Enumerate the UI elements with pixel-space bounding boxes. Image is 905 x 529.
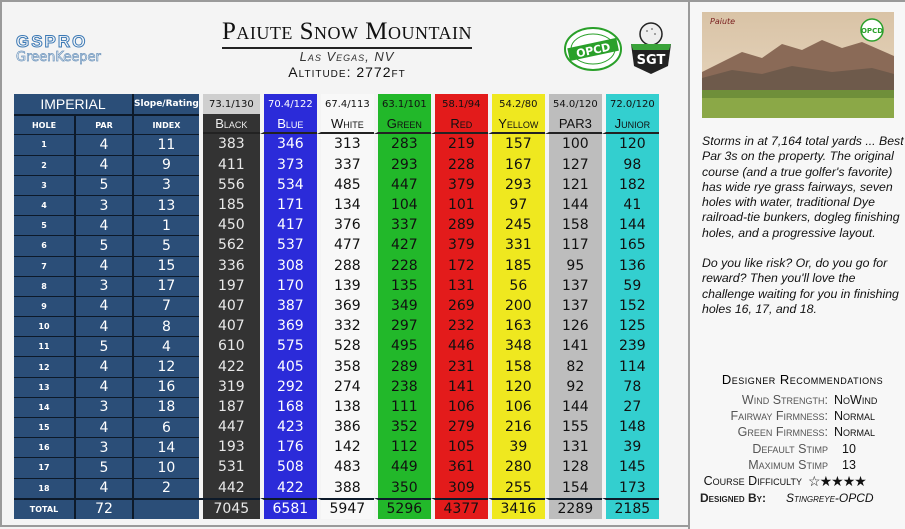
hole-row bbox=[14, 457, 659, 477]
hole-par: 4 bbox=[74, 377, 132, 397]
hole-row bbox=[14, 155, 659, 175]
yardage-cell: 112 bbox=[374, 437, 431, 457]
yardage-cell: 369 bbox=[260, 316, 317, 336]
hole-index: 12 bbox=[132, 356, 199, 376]
hole-index: 8 bbox=[132, 316, 199, 336]
yardage-cell: 575 bbox=[260, 336, 317, 356]
hole-hole: 2 bbox=[14, 155, 74, 175]
yardage-cell: 610 bbox=[203, 336, 260, 356]
hole-hole: 11 bbox=[14, 336, 74, 356]
stimp-label: Default Stimp bbox=[752, 441, 828, 456]
course-photo bbox=[702, 12, 894, 118]
stimp-row bbox=[700, 441, 905, 457]
yardage-cell: 358 bbox=[317, 356, 374, 376]
yardage-cell: 447 bbox=[374, 175, 431, 195]
hole-row bbox=[14, 134, 659, 154]
yardage-cell: 309 bbox=[431, 478, 488, 498]
yardage-cell: 168 bbox=[260, 397, 317, 417]
yardage-cell: 125 bbox=[602, 316, 659, 336]
difficulty-row bbox=[700, 473, 905, 489]
column-header-par: PAR bbox=[74, 114, 132, 134]
star-icon: ★ bbox=[831, 472, 843, 489]
yardage-cell: 101 bbox=[431, 195, 488, 215]
hole-index: 6 bbox=[132, 417, 199, 437]
hole-par: 4 bbox=[74, 356, 132, 376]
hole-hole: 12 bbox=[14, 356, 74, 376]
yardage-cell: 232 bbox=[431, 316, 488, 336]
yardage-cell: 562 bbox=[203, 235, 260, 255]
course-description bbox=[702, 134, 904, 332]
yardage-cell: 78 bbox=[602, 377, 659, 397]
wind-label: Wind Strength: bbox=[741, 393, 828, 407]
yardage-cell: 297 bbox=[374, 316, 431, 336]
hole-index: 15 bbox=[132, 256, 199, 276]
yardage-cell: 39 bbox=[602, 437, 659, 457]
yardage-cell: 165 bbox=[602, 235, 659, 255]
header-row bbox=[14, 114, 659, 134]
sgt-badge-icon bbox=[628, 20, 674, 76]
tee-total: 5947 bbox=[317, 498, 374, 519]
wind-value: NoWind bbox=[834, 393, 878, 407]
hole-par: 4 bbox=[74, 134, 132, 154]
yardage-cell: 127 bbox=[545, 155, 602, 175]
opcd-badge-icon bbox=[562, 26, 624, 72]
yardage-cell: 137 bbox=[545, 276, 602, 296]
hole-index: 16 bbox=[132, 377, 199, 397]
yardage-cell: 308 bbox=[260, 256, 317, 276]
yardage-cell: 137 bbox=[545, 296, 602, 316]
hole-hole: 18 bbox=[14, 478, 74, 498]
hole-index: 4 bbox=[132, 336, 199, 356]
yardage-cell: 144 bbox=[545, 397, 602, 417]
yardage-cell: 155 bbox=[545, 417, 602, 437]
yardage-cell: 219 bbox=[431, 134, 488, 154]
tee-total: 3416 bbox=[488, 498, 545, 519]
tee-rating: 54.2/80 bbox=[488, 94, 545, 114]
unit-label: IMPERIAL bbox=[14, 94, 132, 114]
tee-name: White bbox=[317, 114, 374, 134]
tee-rating: 54.0/120 bbox=[545, 94, 602, 114]
hole-hole: 5 bbox=[14, 215, 74, 235]
yardage-cell: 280 bbox=[488, 457, 545, 477]
tee-total: 6581 bbox=[260, 498, 317, 519]
yardage-cell: 148 bbox=[602, 417, 659, 437]
yardage-cell: 348 bbox=[488, 336, 545, 356]
yardage-cell: 141 bbox=[545, 336, 602, 356]
brand-line2: GreenKeeper bbox=[16, 50, 101, 65]
tee-name: Junior bbox=[602, 114, 659, 134]
hole-index: 7 bbox=[132, 296, 199, 316]
yardage-cell: 141 bbox=[431, 377, 488, 397]
hole-row bbox=[14, 316, 659, 336]
tee-rating: 73.1/130 bbox=[203, 94, 260, 114]
yardage-cell: 289 bbox=[431, 215, 488, 235]
yardage-cell: 111 bbox=[374, 397, 431, 417]
yardage-cell: 255 bbox=[488, 478, 545, 498]
yardage-cell: 172 bbox=[431, 256, 488, 276]
hole-par: 5 bbox=[74, 457, 132, 477]
hole-hole: 4 bbox=[14, 195, 74, 215]
hole-par: 4 bbox=[74, 256, 132, 276]
hole-par: 5 bbox=[74, 175, 132, 195]
yardage-cell: 100 bbox=[545, 134, 602, 154]
yardage-cell: 144 bbox=[545, 195, 602, 215]
yardage-cell: 331 bbox=[488, 235, 545, 255]
yardage-cell: 228 bbox=[374, 256, 431, 276]
yardage-cell: 288 bbox=[317, 256, 374, 276]
yardage-cell: 82 bbox=[545, 356, 602, 376]
yardage-cell: 349 bbox=[374, 296, 431, 316]
hole-row bbox=[14, 296, 659, 316]
difficulty-label: Course Difficulty bbox=[703, 473, 802, 488]
designer-recommendations bbox=[700, 372, 905, 505]
yardage-cell: 387 bbox=[260, 296, 317, 316]
fairway-row bbox=[700, 408, 905, 424]
yardage-cell: 405 bbox=[260, 356, 317, 376]
yardage-cell: 135 bbox=[374, 276, 431, 296]
yardage-cell: 313 bbox=[317, 134, 374, 154]
column-header-index: INDEX bbox=[132, 114, 199, 134]
max-stimp-label: Maximum Stimp bbox=[748, 457, 828, 472]
yardage-cell: 361 bbox=[431, 457, 488, 477]
tee-total: 5296 bbox=[374, 498, 431, 519]
info-panel bbox=[688, 2, 905, 529]
yardage-cell: 383 bbox=[203, 134, 260, 154]
yardage-cell: 167 bbox=[488, 155, 545, 175]
tee-name: Green bbox=[374, 114, 431, 134]
hole-row bbox=[14, 175, 659, 195]
hole-row bbox=[14, 215, 659, 235]
yardage-cell: 293 bbox=[374, 155, 431, 175]
hole-par: 5 bbox=[74, 235, 132, 255]
yardage-cell: 216 bbox=[488, 417, 545, 437]
hole-index: 14 bbox=[132, 437, 199, 457]
hole-par: 4 bbox=[74, 155, 132, 175]
yardage-cell: 187 bbox=[203, 397, 260, 417]
course-header bbox=[197, 18, 497, 80]
fairway-label: Fairway Firmness: bbox=[730, 409, 828, 424]
yardage-cell: 158 bbox=[545, 215, 602, 235]
yardage-cell: 231 bbox=[431, 356, 488, 376]
yardage-cell: 337 bbox=[374, 215, 431, 235]
hole-row bbox=[14, 377, 659, 397]
yardage-cell: 411 bbox=[203, 155, 260, 175]
tee-name: Black bbox=[203, 114, 260, 134]
scorecard bbox=[14, 94, 659, 519]
course-altitude: Altitude: 2772ft bbox=[288, 64, 406, 80]
yardage-cell: 142 bbox=[317, 437, 374, 457]
hole-index: 11 bbox=[132, 134, 199, 154]
tee-rating: 72.0/120 bbox=[602, 94, 659, 114]
designer-name: Stingreye-OPCD bbox=[786, 491, 874, 506]
yardage-cell: 171 bbox=[260, 195, 317, 215]
yardage-cell: 422 bbox=[203, 356, 260, 376]
green-row bbox=[700, 424, 905, 440]
tee-total: 2185 bbox=[602, 498, 659, 519]
hole-hole: 14 bbox=[14, 397, 74, 417]
hole-hole: 9 bbox=[14, 296, 74, 316]
yardage-cell: 369 bbox=[317, 296, 374, 316]
slope-rating-label: Slope/Rating bbox=[132, 94, 199, 114]
total-row bbox=[14, 498, 659, 519]
yardage-cell: 92 bbox=[545, 377, 602, 397]
scorecard-table bbox=[14, 94, 659, 519]
total-par: 72 bbox=[74, 498, 132, 519]
yardage-cell: 528 bbox=[317, 336, 374, 356]
hole-hole: 1 bbox=[14, 134, 74, 154]
hole-hole: 10 bbox=[14, 316, 74, 336]
hole-hole: 6 bbox=[14, 235, 74, 255]
hole-par: 4 bbox=[74, 478, 132, 498]
yardage-cell: 104 bbox=[374, 195, 431, 215]
yardage-cell: 274 bbox=[317, 377, 374, 397]
star-half-icon: ★ bbox=[854, 472, 866, 489]
yardage-cell: 508 bbox=[260, 457, 317, 477]
designer-label: Designed By: bbox=[700, 491, 767, 506]
yardage-cell: 39 bbox=[488, 437, 545, 457]
column-header-hole: HOLE bbox=[14, 114, 74, 134]
tee-name: Red bbox=[431, 114, 488, 134]
green-value: Normal bbox=[834, 425, 876, 440]
yardage-cell: 117 bbox=[545, 235, 602, 255]
yardage-cell: 95 bbox=[545, 256, 602, 276]
hole-hole: 15 bbox=[14, 417, 74, 437]
yardage-cell: 289 bbox=[374, 356, 431, 376]
yardage-cell: 120 bbox=[488, 377, 545, 397]
max-stimp-value: 13 bbox=[842, 457, 856, 472]
tee-rating: 63.1/101 bbox=[374, 94, 431, 114]
yardage-cell: 154 bbox=[545, 478, 602, 498]
yardage-cell: 386 bbox=[317, 417, 374, 437]
hole-index: 10 bbox=[132, 457, 199, 477]
total-label: TOTAL bbox=[14, 498, 74, 519]
yardage-cell: 106 bbox=[431, 397, 488, 417]
tee-name: Yellow bbox=[488, 114, 545, 134]
yardage-cell: 121 bbox=[545, 175, 602, 195]
hole-row bbox=[14, 336, 659, 356]
yardage-cell: 134 bbox=[317, 195, 374, 215]
tee-total: 7045 bbox=[203, 498, 260, 519]
yardage-cell: 427 bbox=[374, 235, 431, 255]
yardage-cell: 483 bbox=[317, 457, 374, 477]
yardage-cell: 319 bbox=[203, 377, 260, 397]
yardage-cell: 388 bbox=[317, 478, 374, 498]
tee-total: 2289 bbox=[545, 498, 602, 519]
green-label: Green Firmness: bbox=[737, 425, 828, 440]
yardage-cell: 379 bbox=[431, 235, 488, 255]
yardage-cell: 245 bbox=[488, 215, 545, 235]
tee-name: Blue bbox=[260, 114, 317, 134]
yardage-cell: 239 bbox=[602, 336, 659, 356]
hole-index: 13 bbox=[132, 195, 199, 215]
yardage-cell: 173 bbox=[602, 478, 659, 498]
photo-caption: Paiute bbox=[710, 17, 736, 26]
hole-index: 3 bbox=[132, 175, 199, 195]
hole-index: 2 bbox=[132, 478, 199, 498]
hole-row bbox=[14, 276, 659, 296]
yardage-cell: 114 bbox=[602, 356, 659, 376]
hole-row bbox=[14, 397, 659, 417]
hole-row bbox=[14, 478, 659, 498]
tee-total: 4377 bbox=[431, 498, 488, 519]
hole-par: 3 bbox=[74, 437, 132, 457]
yardage-cell: 139 bbox=[317, 276, 374, 296]
description-p2: Do you like risk? Or, do you go for reward? Then you'll love the challenge waiting for you in finishing holes 16, 17, and 18. bbox=[702, 256, 899, 316]
hole-hole: 3 bbox=[14, 175, 74, 195]
yardage-cell: 292 bbox=[260, 377, 317, 397]
yardage-cell: 98 bbox=[602, 155, 659, 175]
recommendations-title: Designer Recommendations bbox=[721, 372, 884, 387]
yardage-cell: 200 bbox=[488, 296, 545, 316]
hole-row bbox=[14, 417, 659, 437]
star-icon: ★ bbox=[842, 472, 855, 489]
yardage-cell: 422 bbox=[260, 478, 317, 498]
yardage-cell: 170 bbox=[260, 276, 317, 296]
hole-hole: 16 bbox=[14, 437, 74, 457]
star-icon: ☆ bbox=[808, 472, 820, 489]
hole-index: 18 bbox=[132, 397, 199, 417]
hole-par: 4 bbox=[74, 296, 132, 316]
yardage-cell: 152 bbox=[602, 296, 659, 316]
max-stimp-row bbox=[700, 457, 905, 473]
sgt-text: SGT bbox=[636, 53, 666, 68]
hole-par: 3 bbox=[74, 195, 132, 215]
yardage-cell: 157 bbox=[488, 134, 545, 154]
fairway-value: Normal bbox=[834, 409, 876, 424]
hole-par: 4 bbox=[74, 316, 132, 336]
yardage-cell: 373 bbox=[260, 155, 317, 175]
yardage-cell: 144 bbox=[602, 215, 659, 235]
hole-row bbox=[14, 356, 659, 376]
hole-par: 5 bbox=[74, 336, 132, 356]
yardage-cell: 279 bbox=[431, 417, 488, 437]
yardage-cell: 136 bbox=[602, 256, 659, 276]
yardage-cell: 477 bbox=[317, 235, 374, 255]
yardage-cell: 185 bbox=[488, 256, 545, 276]
hole-hole: 17 bbox=[14, 457, 74, 477]
yardage-cell: 97 bbox=[488, 195, 545, 215]
yardage-cell: 269 bbox=[431, 296, 488, 316]
tee-rating: 70.4/122 bbox=[260, 94, 317, 114]
yardage-cell: 131 bbox=[431, 276, 488, 296]
yardage-cell: 442 bbox=[203, 478, 260, 498]
yardage-cell: 59 bbox=[602, 276, 659, 296]
yardage-cell: 197 bbox=[203, 276, 260, 296]
hole-par: 4 bbox=[74, 417, 132, 437]
yardage-cell: 138 bbox=[317, 397, 374, 417]
yardage-cell: 350 bbox=[374, 478, 431, 498]
wind-row bbox=[700, 392, 905, 408]
ratings-row bbox=[14, 94, 659, 114]
yardage-cell: 407 bbox=[203, 296, 260, 316]
yardage-cell: 337 bbox=[317, 155, 374, 175]
yardage-cell: 332 bbox=[317, 316, 374, 336]
hole-par: 4 bbox=[74, 215, 132, 235]
yardage-cell: 531 bbox=[203, 457, 260, 477]
hole-row bbox=[14, 437, 659, 457]
yardage-cell: 41 bbox=[602, 195, 659, 215]
hole-row bbox=[14, 195, 659, 215]
yardage-cell: 283 bbox=[374, 134, 431, 154]
yardage-cell: 417 bbox=[260, 215, 317, 235]
yardage-cell: 293 bbox=[488, 175, 545, 195]
yardage-cell: 126 bbox=[545, 316, 602, 336]
yardage-cell: 449 bbox=[374, 457, 431, 477]
total-index bbox=[132, 498, 199, 519]
yardage-cell: 485 bbox=[317, 175, 374, 195]
yardage-cell: 379 bbox=[431, 175, 488, 195]
yardage-cell: 27 bbox=[602, 397, 659, 417]
difficulty-stars-icon bbox=[802, 473, 866, 489]
tee-name: PAR3 bbox=[545, 114, 602, 134]
photo-badge: OPCD bbox=[860, 27, 884, 35]
hole-row bbox=[14, 256, 659, 276]
yardage-cell: 447 bbox=[203, 417, 260, 437]
hole-par: 3 bbox=[74, 276, 132, 296]
hole-index: 5 bbox=[132, 235, 199, 255]
designer-row bbox=[700, 491, 905, 505]
yardage-cell: 228 bbox=[431, 155, 488, 175]
hole-index: 9 bbox=[132, 155, 199, 175]
opcd-text: OPCD bbox=[575, 40, 612, 61]
yardage-cell: 193 bbox=[203, 437, 260, 457]
tee-rating: 67.4/113 bbox=[317, 94, 374, 114]
course-name: Paiute Snow Mountain bbox=[222, 18, 472, 49]
yardage-cell: 346 bbox=[260, 134, 317, 154]
yardage-cell: 537 bbox=[260, 235, 317, 255]
star-icon: ★ bbox=[819, 472, 832, 489]
yardage-cell: 376 bbox=[317, 215, 374, 235]
brand-line1: GSPRO bbox=[16, 32, 88, 51]
yardage-cell: 176 bbox=[260, 437, 317, 457]
yardage-cell: 56 bbox=[488, 276, 545, 296]
tee-rating: 58.1/94 bbox=[431, 94, 488, 114]
yardage-cell: 495 bbox=[374, 336, 431, 356]
yardage-cell: 128 bbox=[545, 457, 602, 477]
yardage-cell: 163 bbox=[488, 316, 545, 336]
yardage-cell: 106 bbox=[488, 397, 545, 417]
hole-index: 17 bbox=[132, 276, 199, 296]
yardage-cell: 450 bbox=[203, 215, 260, 235]
yardage-cell: 145 bbox=[602, 457, 659, 477]
hole-index: 1 bbox=[132, 215, 199, 235]
yardage-cell: 238 bbox=[374, 377, 431, 397]
course-location: Las Vegas, NV bbox=[299, 49, 395, 64]
hole-hole: 8 bbox=[14, 276, 74, 296]
hole-hole: 13 bbox=[14, 377, 74, 397]
stimp-value: 10 bbox=[842, 441, 856, 456]
hole-row bbox=[14, 235, 659, 255]
yardage-cell: 423 bbox=[260, 417, 317, 437]
yardage-cell: 182 bbox=[602, 175, 659, 195]
yardage-cell: 131 bbox=[545, 437, 602, 457]
yardage-cell: 120 bbox=[602, 134, 659, 154]
hole-hole: 7 bbox=[14, 256, 74, 276]
yardage-cell: 352 bbox=[374, 417, 431, 437]
yardage-cell: 407 bbox=[203, 316, 260, 336]
yardage-cell: 185 bbox=[203, 195, 260, 215]
gspro-logo bbox=[16, 32, 126, 65]
yardage-cell: 446 bbox=[431, 336, 488, 356]
yardage-cell: 158 bbox=[488, 356, 545, 376]
description-p1: Storms in at 7,164 total yards ... Best Par 3s on the property. The original course (and a true golfer's favorite) has wide rye grass fairways, seven holes with water, traditional Dye railroad-tie bunkers, dogleg finishing holes, and a progressive layout. bbox=[702, 134, 904, 240]
yardage-cell: 534 bbox=[260, 175, 317, 195]
yardage-cell: 336 bbox=[203, 256, 260, 276]
yardage-cell: 105 bbox=[431, 437, 488, 457]
yardage-cell: 556 bbox=[203, 175, 260, 195]
hole-par: 3 bbox=[74, 397, 132, 417]
